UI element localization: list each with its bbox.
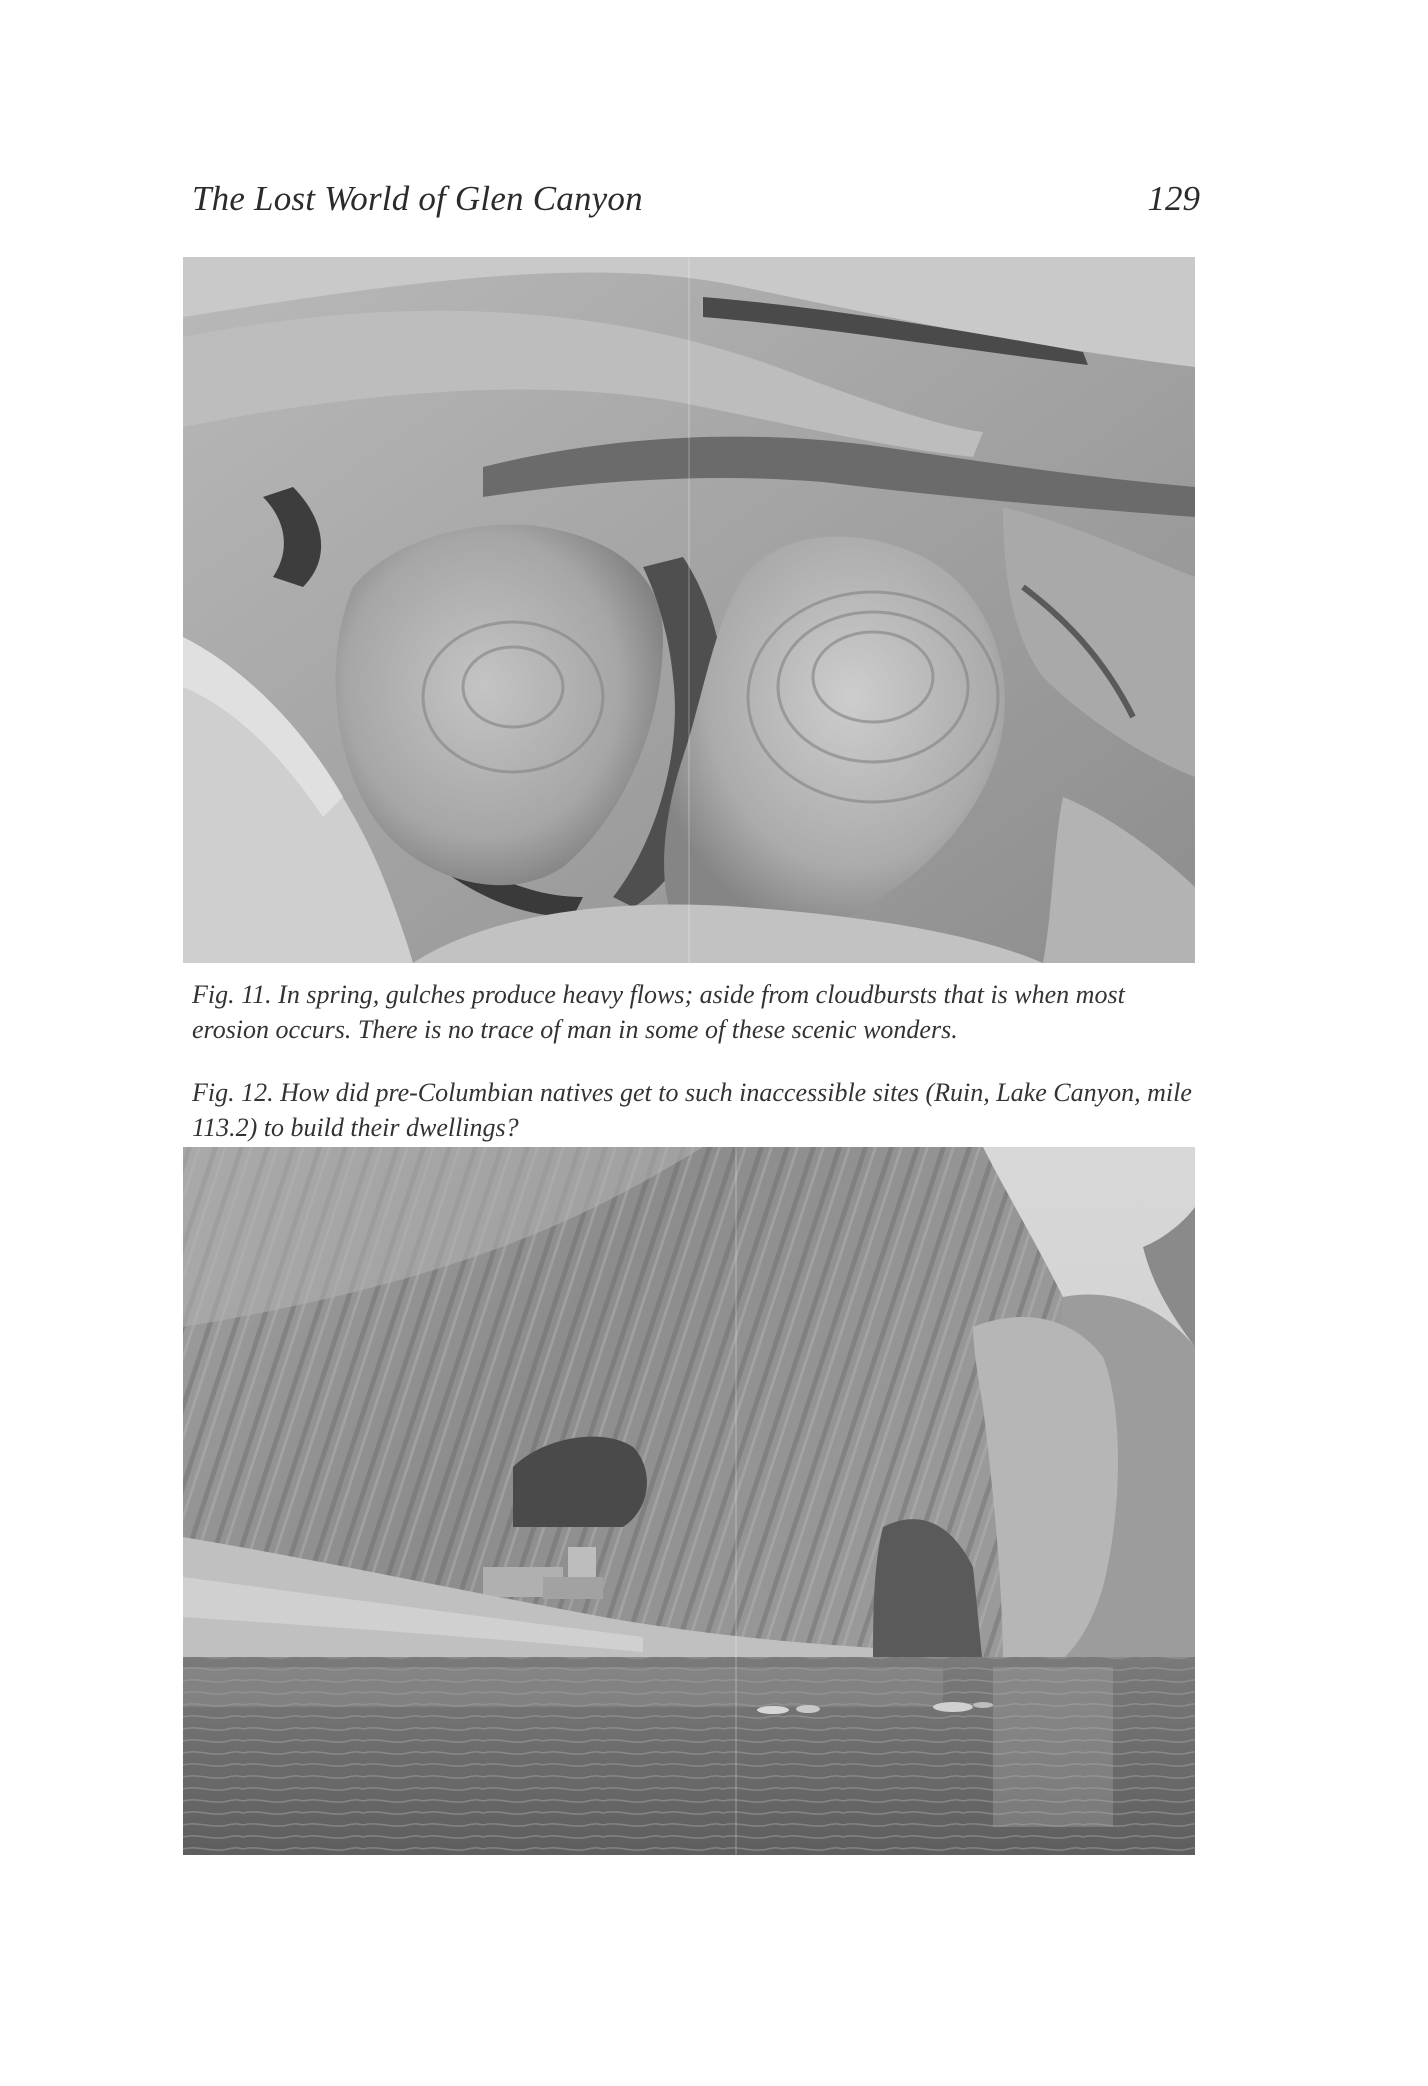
running-title: The Lost World of Glen Canyon — [192, 179, 643, 218]
fig11-photo-sandstone-gulch — [183, 257, 1195, 963]
fig12-photo-cliff-ruin-lake — [183, 1147, 1195, 1855]
page-number: 129 — [1147, 179, 1200, 218]
fig11-caption: Fig. 11. In spring, gulches produce heavy flows; aside from cloudbursts that is when most erosion occurs. There is no trace of man in some of these scenic wonders. — [192, 980, 1125, 1044]
fig12-caption: Fig. 12. How did pre-Columbian natives get to such inaccessible sites (Ruin, Lake Canyon, mile 113.2) to build their dwellings? — [192, 1078, 1192, 1142]
running-header — [192, 176, 1200, 222]
